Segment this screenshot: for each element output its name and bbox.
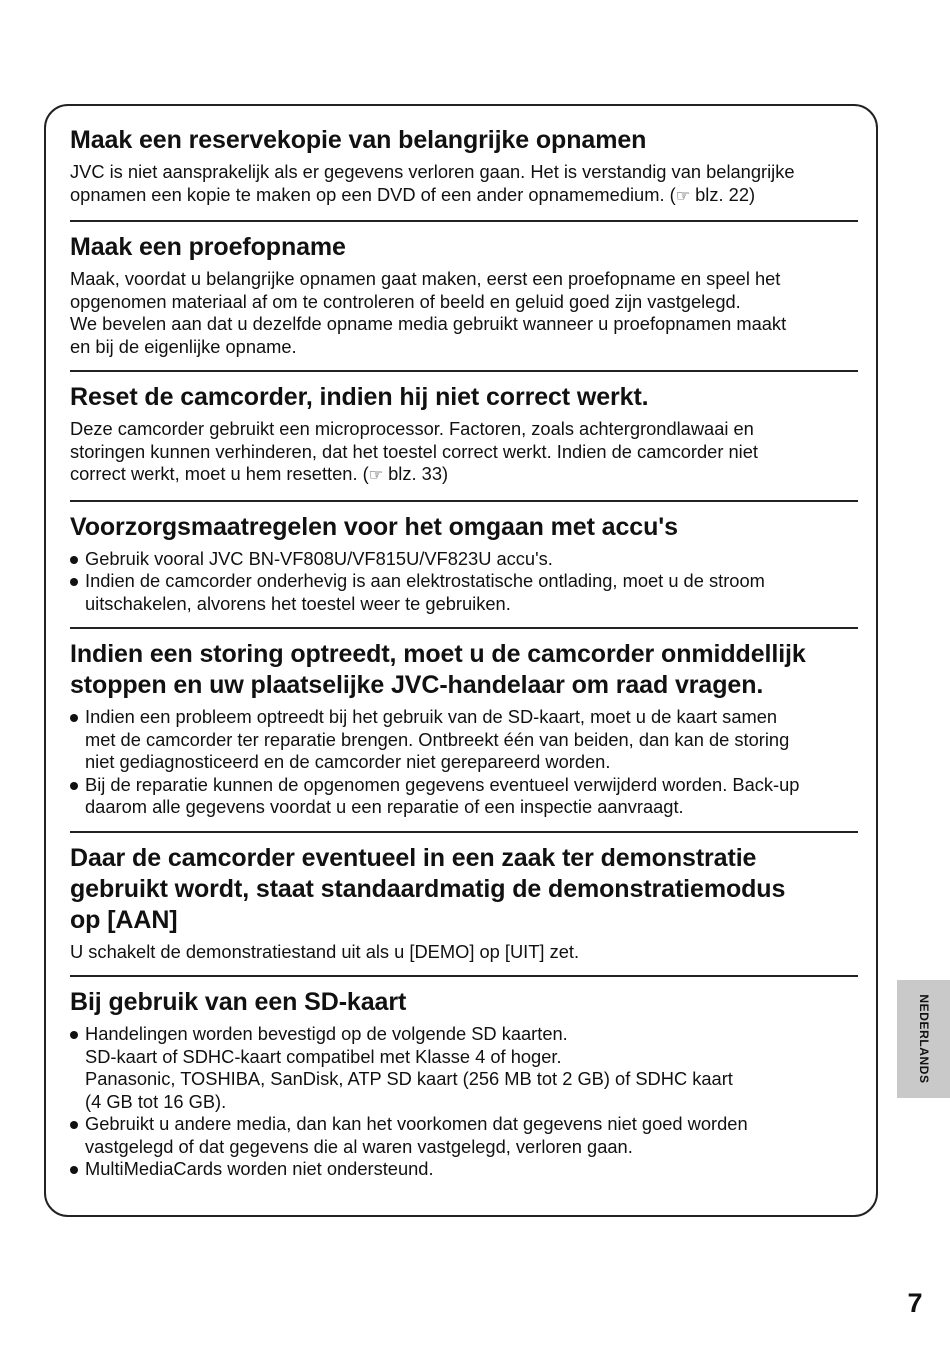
pointing-hand-icon: ☞ — [675, 187, 691, 205]
list-item — [70, 774, 858, 819]
body-line: opnamen een kopie te maken op een DVD of een ander opnamemedium. ( — [70, 183, 676, 205]
body-line: JVC is niet aansprakelijk als er gegevens verloren gaan. Het is verstandig van belangrijke — [70, 161, 795, 182]
section-heading: Maak een reservekopie van belangrijke opnamen — [70, 126, 647, 154]
body-line: Deze camcorder gebruikt een microprocessor. Factoren, zoals achtergrondlawaai en — [70, 418, 754, 439]
section-heading: Voorzorgsmaatregelen voor het omgaan met accu's — [70, 512, 678, 541]
list-item — [70, 1113, 858, 1158]
list-item-line: vastgelegd of dat gegevens die al waren vastgelegd, verloren gaan. — [85, 1135, 633, 1157]
section-heading: Reset de camcorder, indien hij niet correct werkt. — [70, 383, 649, 411]
section-reset — [70, 382, 858, 502]
body-line: correct werkt, moet u hem resetten. ( — [70, 463, 369, 484]
body-line: U schakelt de demonstratiestand uit als u [DEMO] op [UIT] zet. — [70, 940, 580, 962]
heading-line: stoppen en uw plaatselijke JVC-handelaar om raad vragen. — [70, 671, 764, 699]
list-item — [70, 1158, 858, 1181]
language-label: NEDERLANDS — [916, 994, 931, 1084]
page-number: 7 — [907, 1288, 923, 1318]
body-line: We bevelen aan dat u dezelfde opname media gebruikt wanneer u proefopnamen maakt — [70, 313, 787, 334]
heading-line: Daar de camcorder eventueel in een zaak ter demonstratie — [70, 843, 757, 872]
list-item — [70, 548, 858, 571]
section-test-recording — [70, 232, 858, 372]
list-item-line: MultiMediaCards worden niet ondersteund. — [85, 1158, 434, 1179]
section-body — [70, 418, 858, 488]
section-heading — [70, 843, 858, 936]
body-line: opgenomen materiaal af om te controleren of beeld en geluid goed zijn vastgelegd. — [70, 290, 741, 312]
section-body — [70, 941, 858, 964]
list-item-line: uitschakelen, alvorens het toestel weer te gebruiken. — [85, 592, 511, 614]
list-item — [70, 570, 858, 615]
body-line: Maak, voordat u belangrijke opnamen gaat maken, eerst een proefopname en speel het — [70, 268, 781, 289]
pointing-hand-icon: ☞ — [368, 467, 384, 484]
section-heading: Bij gebruik van een SD-kaart — [70, 988, 407, 1016]
list-item-line: Gebruik vooral JVC BN-VF808U/VF815U/VF823U accu's. — [85, 547, 553, 569]
bullet-list — [70, 1023, 858, 1181]
list-item-line: Gebruikt u andere media, dan kan het voorkomen dat gegevens niet goed worden — [85, 1113, 748, 1134]
list-item-line: Panasonic, TOSHIBA, SanDisk, ATP SD kaart (256 MB tot 2 GB) of SDHC kaart — [85, 1068, 733, 1089]
list-item — [70, 1023, 858, 1113]
list-item-line: (4 GB tot 16 GB). — [85, 1090, 227, 1112]
section-battery-precautions — [70, 512, 858, 630]
body-line: en bij de eigenlijke opname. — [70, 335, 297, 357]
page-reference: blz. 33) — [388, 463, 449, 484]
section-sd-card — [70, 987, 858, 1193]
language-side-tab — [897, 980, 950, 1098]
section-heading: Maak een proefopname — [70, 233, 346, 261]
body-line: storingen kunnen verhinderen, dat het toestel correct werkt. Indien de camcorder niet — [70, 440, 758, 462]
list-item-line: met de camcorder ter reparatie brengen. Ontbreekt één van beiden, dan kan de storing — [85, 728, 790, 750]
section-backup — [70, 125, 858, 222]
list-item-line: Bij de reparatie kunnen de opgenomen gegevens eventueel verwijderd worden. Back-up — [85, 773, 800, 795]
list-item — [70, 706, 858, 774]
bullet-list — [70, 548, 858, 616]
section-demo-mode — [70, 843, 858, 978]
list-item-line: daarom alle gegevens voordat u een reparatie of een inspectie aanvraagt. — [85, 796, 684, 817]
list-item-line: Handelingen worden bevestigd op de volgende SD kaarten. — [85, 1023, 568, 1044]
list-item-line: Indien een probleem optreedt bij het gebruik van de SD-kaart, moet u de kaart samen — [85, 706, 778, 727]
section-body — [70, 268, 858, 358]
page-reference: blz. 22) — [695, 183, 756, 205]
section-heading — [70, 639, 858, 701]
list-item-line: niet gediagnosticeerd en de camcorder niet gerepareerd worden. — [85, 751, 611, 772]
section-malfunction — [70, 639, 858, 833]
heading-line: Indien een storing optreedt, moet u de camcorder onmiddellijk — [70, 640, 806, 668]
section-body — [70, 161, 858, 208]
page-content — [70, 125, 858, 1193]
heading-line: gebruikt wordt, staat standaardmatig de demonstratiemodus — [70, 874, 786, 903]
bullet-list — [70, 706, 858, 819]
heading-line: op [AAN] — [70, 905, 178, 934]
list-item-line: SD-kaart of SDHC-kaart compatibel met Klasse 4 of hoger. — [85, 1045, 562, 1067]
list-item-line: Indien de camcorder onderhevig is aan elektrostatische ontlading, moet u de stroom — [85, 570, 765, 591]
